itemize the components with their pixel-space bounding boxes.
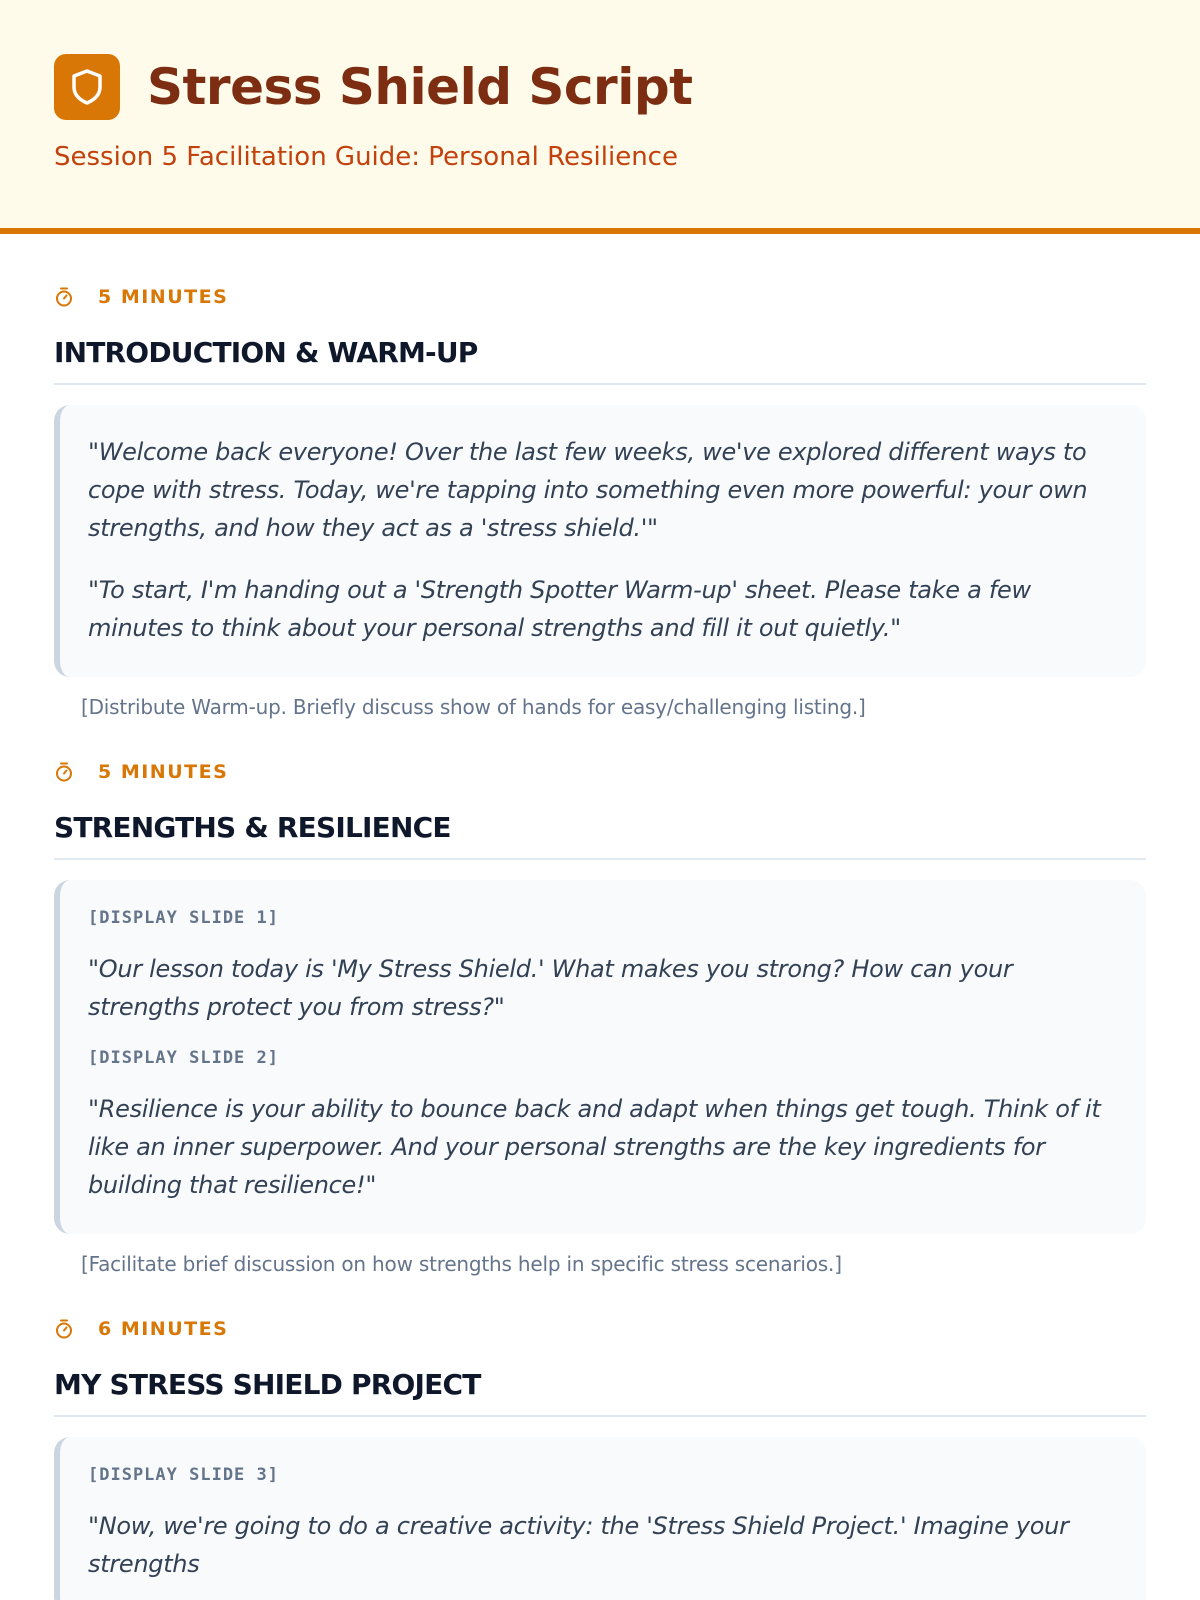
page-subtitle: Session 5 Facilitation Guide: Personal Resilience (54, 142, 678, 172)
slide-cue: [DISPLAY SLIDE 1] (88, 908, 279, 928)
duration-label: 5 MINUTES (98, 286, 229, 308)
script-section (54, 761, 1146, 1276)
script-card (54, 405, 1146, 677)
duration-label: 5 MINUTES (98, 761, 229, 783)
script-quote: "Now, we're going to do a creative activity: the 'Stress Shield Project.' Imagine your strengths (88, 1512, 1069, 1578)
script-quote: "Our lesson today is 'My Stress Shield.' What makes you strong? How can your strengths protect you from stress?" (88, 955, 1013, 1021)
section-title: INTRODUCTION & WARM-UP (54, 336, 1146, 385)
title-row (54, 54, 1146, 120)
section-duration (54, 1318, 1146, 1340)
page-header (0, 0, 1200, 234)
script-content (0, 234, 1200, 1600)
script-section (54, 1318, 1146, 1600)
section-duration (54, 761, 1146, 783)
script-card (54, 880, 1146, 1234)
script-section (54, 286, 1146, 719)
page-title: Stress Shield Script (147, 58, 693, 116)
section-title: STRENGTHS & RESILIENCE (54, 811, 1146, 860)
shield-icon (54, 54, 120, 120)
duration-label: 6 MINUTES (98, 1318, 229, 1340)
section-title: MY STRESS SHIELD PROJECT (54, 1368, 1146, 1417)
timer-icon (54, 1318, 86, 1340)
script-quote: "Resilience is your ability to bounce back and adapt when things get tough. Think of it like an inner superpower. And your personal strengths are the key ingredients for building that resilience!" (88, 1095, 1101, 1199)
script-quote: "Welcome back everyone! Over the last few weeks, we've explored different ways to cope with stress. Today, we're tapping into something even more powerful: your own strengths, and how they act as a 'stress shield.'" (88, 438, 1088, 542)
timer-icon (54, 761, 86, 783)
facilitator-note: [Facilitate brief discussion on how strengths help in specific stress scenarios.] (81, 1252, 842, 1276)
section-duration (54, 286, 1146, 308)
script-card (54, 1437, 1146, 1600)
facilitator-note: [Distribute Warm-up. Briefly discuss show of hands for easy/challenging listing.] (81, 695, 866, 719)
slide-cue: [DISPLAY SLIDE 2] (88, 1048, 279, 1068)
slide-cue: [DISPLAY SLIDE 3] (88, 1465, 279, 1485)
timer-icon (54, 286, 86, 308)
script-quote: "To start, I'm handing out a 'Strength Spotter Warm-up' sheet. Please take a few minutes to think about your personal strengths and fill it out quietly." (88, 576, 1031, 642)
